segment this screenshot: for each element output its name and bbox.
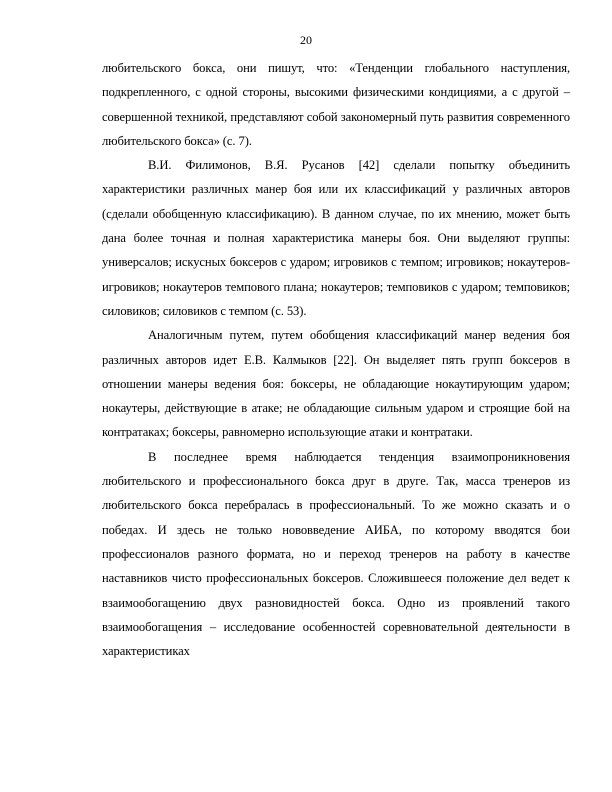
- page-number: 20: [300, 33, 312, 47]
- paragraph-1: любительского бокса, они пишут, что: «Тенденции глобального наступления, подкрепленного, с одной стороны, высокими физическими кондициями, а с другой – совершенной техникой, представляют собой закономерный путь развития современного любительского бокса» (с. 7).: [102, 61, 570, 148]
- paragraph-2: В.И. Филимонов, В.Я. Русанов [42] сделали попытку объединить характеристики различных манер боя или их классификаций у различных авторов (сделали обобщенную классификацию). В данном случае, по их мнению, может быть дана более точная и полная характеристика манеры боя. Они выделяют группы: универсалов; искусных боксеров с ударом; игровиков с темпом; игровиков; нокаутеров-игровиков; нокаутеров темпового плана; нокаутеров; темповиков с ударом; темповиков; силовиков; силовиков с темпом (с. 53).: [102, 158, 570, 318]
- paragraph-3: Аналогичным путем, путем обобщения классификаций манер ведения боя различных авторов идет Е.В. Калмыков [22]. Он выделяет пять групп боксеров в отношении манеры ведения боя: боксеры, не обладающие нокаутирующим ударом; нокаутеры, действующие в атаке; не обладающие сильным ударом и строящие бой на контратаках; боксеры, равномерно использующие атаки и контратаки.: [102, 328, 570, 440]
- document-body: [102, 56, 570, 663]
- paragraph-4: В последнее время наблюдается тенденция взаимопроникновения любительского и профессионального бокса друг в друге. Так, масса тренеров из любительского бокса перебралась в профессиональный. То же можно сказать и о победах. И здесь не только нововведение АИБА, по которому вводятся бои профессионалов разного формата, но и переход тренеров на работу в качестве наставников чисто профессиональных боксеров. Сложившееся положение дел ведет к взаимообогащению двух разновидностей бокса. Одно из проявлений такого взаимообогащения – исследование особенностей соревновательной деятельности в характеристиках: [102, 449, 570, 659]
